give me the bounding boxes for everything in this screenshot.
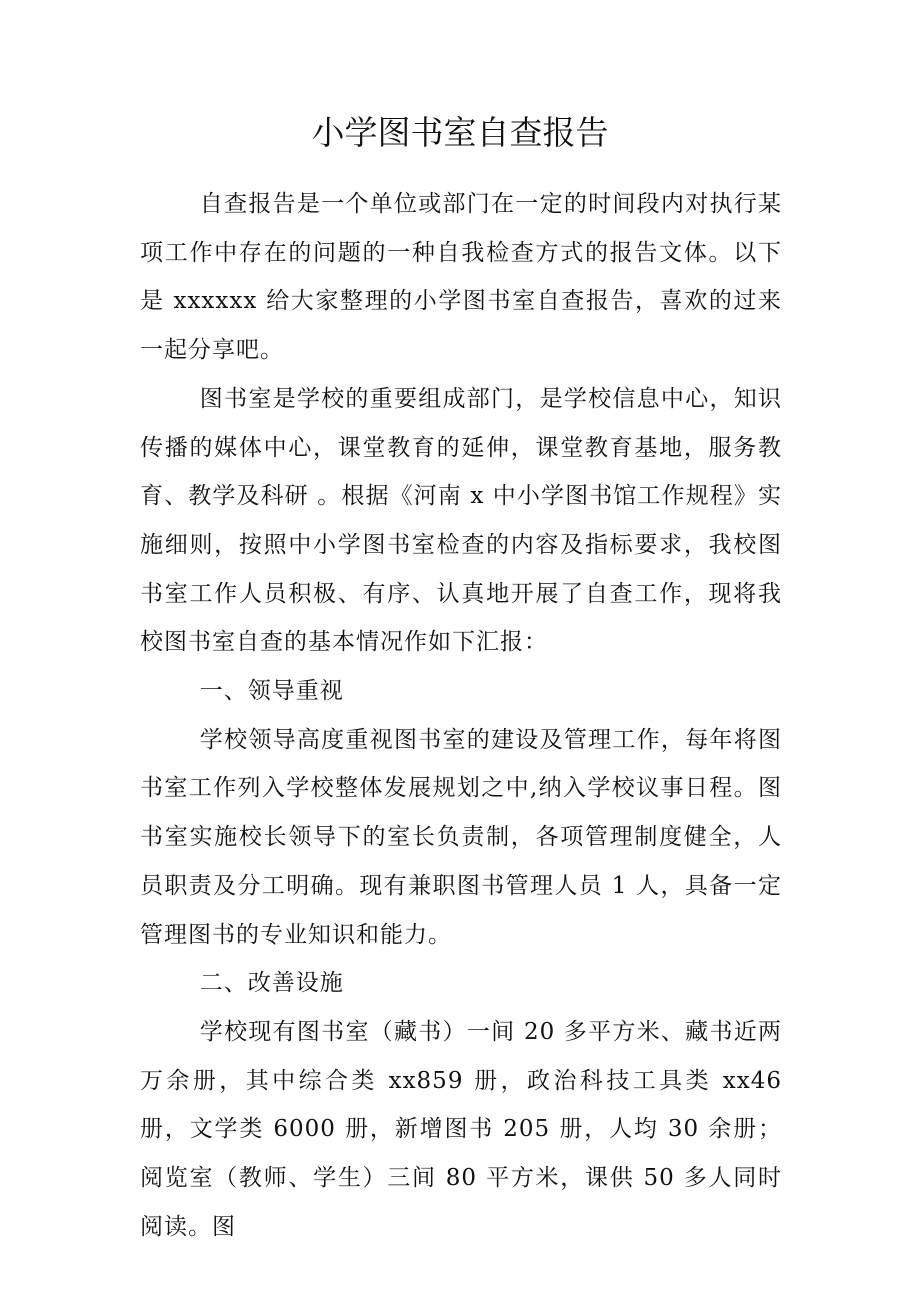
paragraph-facilities: 学校现有图书室（藏书）一间 20 多平方米、藏书近两万余册，其中综合类 xx859 册，政治科技工具类 xx46 册，文学类 6000 册，新增图书 205 册，人均 30 余册；阅览室（教师、学生）三间 80 平方米，课供 50 多人同时阅读。图 [140, 1018, 782, 1240]
paragraph-intro: 自查报告是一个单位或部门在一定的时间段内对执行某项工作中存在的问题的一种自我检查方式的报告文体。以下是 xxxxxx 给大家整理的小学图书室自查报告，喜欢的过来一起分享吧。 [140, 191, 782, 364]
paragraph-overview: 图书室是学校的重要组成部门，是学校信息中心，知识传播的媒体中心，课堂教育的延伸，课堂教育基地，服务教育、教学及科研 。根据《河南 x 中小学图书馆工作规程》实施细则，按照中小学图书室检查的内容及指标要求，我校图书室工作人员积极、有序、认真地开展了自查工作，现将我校图书室自查的基本情况作如下汇报： [140, 385, 782, 656]
section-heading-facilities: 二、改善设施 [199, 970, 344, 997]
document-title: 小学图书室自查报告 [311, 113, 609, 152]
paragraph-leadership: 学校领导高度重视图书室的建设及管理工作，每年将图书室工作列入学校整体发展规划之中,纳入学校议事日程。图书室实施校长领导下的室长负责制，各项管理制度健全，人员职责及分工明确。现有兼职图书管理人员 1 人，具备一定管理图书的专业知识和能力。 [140, 726, 782, 948]
document-body [140, 180, 782, 1251]
section-heading-leadership: 一、领导重视 [199, 678, 344, 705]
